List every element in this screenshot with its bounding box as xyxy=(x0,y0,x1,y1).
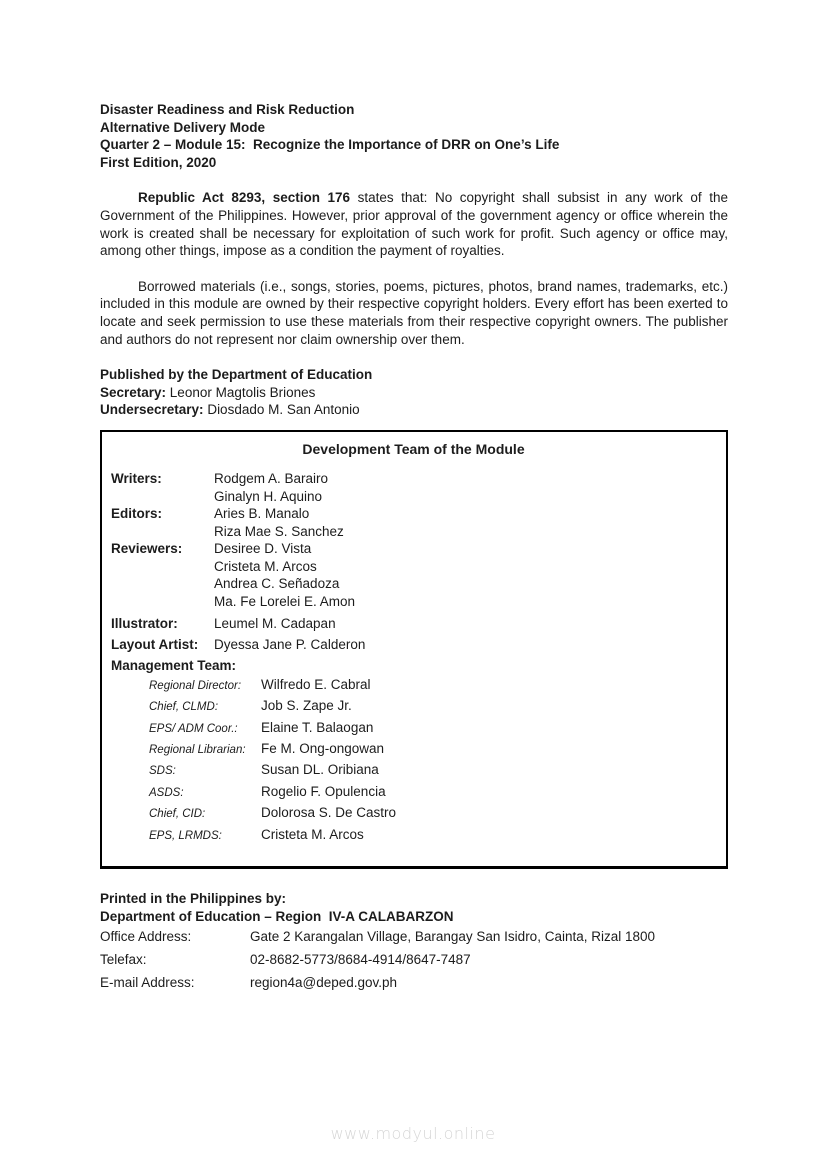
email-row xyxy=(100,971,728,994)
secretary-line xyxy=(100,384,728,402)
chief-clmd-name: Job S. Zape Jr. xyxy=(261,698,352,714)
regional-librarian-label: Regional Librarian: xyxy=(149,744,246,757)
development-team-title: Development Team of the Module xyxy=(302,440,525,457)
writers-row xyxy=(111,488,716,506)
undersecretary-label: Undersecretary: xyxy=(100,402,204,418)
asds-name: Rogelio F. Opulencia xyxy=(261,783,386,799)
module-delivery-mode: Alternative Delivery Mode xyxy=(100,119,266,135)
telefax-label: Telefax: xyxy=(100,952,147,968)
module-quarter-title: Quarter 2 – Module 15: Recognize the Importance of DRR on One’s Life xyxy=(100,137,560,153)
reviewers-row xyxy=(111,558,716,576)
management-row xyxy=(149,696,716,717)
writer-name: Ginalyn H. Aquino xyxy=(214,488,323,504)
writers-row xyxy=(111,470,716,488)
illustrator-label: Illustrator: xyxy=(111,615,178,631)
editor-name: Aries B. Manalo xyxy=(214,506,310,522)
asds-label: ASDS: xyxy=(149,786,184,799)
office-address-row xyxy=(100,925,728,948)
reviewers-row xyxy=(111,593,716,611)
reviewer-name: Ma. Fe Lorelei E. Amon xyxy=(214,594,356,610)
page-content xyxy=(100,101,728,994)
regional-director-label: Regional Director: xyxy=(149,679,242,692)
illustrator-name: Leumel M. Cadapan xyxy=(214,615,336,631)
editor-name: Riza Mae S. Sanchez xyxy=(214,523,344,539)
layout-artist-row xyxy=(111,636,716,654)
secretary-label: Secretary: xyxy=(100,384,167,400)
reviewers-label: Reviewers: xyxy=(111,541,183,557)
management-row xyxy=(149,739,716,760)
module-edition: First Edition, 2020 xyxy=(100,154,217,170)
eps-adm-coor-label: EPS/ ADM Coor.: xyxy=(149,722,238,735)
management-row xyxy=(149,718,716,739)
telefax-row xyxy=(100,948,728,971)
eps-lrmds-label: EPS, LRMDS: xyxy=(149,829,222,842)
email-label: E-mail Address: xyxy=(100,975,195,991)
regional-director-name: Wilfredo E. Cabral xyxy=(261,676,371,692)
printed-in-line: Printed in the Philippines by: xyxy=(100,891,287,907)
reviewers-row xyxy=(111,575,716,593)
office-address-label: Office Address: xyxy=(100,929,192,945)
published-by-line: Published by the Department of Education xyxy=(100,367,373,383)
printing-office-line: Department of Education – Region IV-A CALABARZON xyxy=(100,908,454,924)
development-team-box xyxy=(100,430,728,869)
editors-row xyxy=(111,523,716,541)
chief-clmd-label: Chief, CLMD: xyxy=(149,701,219,714)
module-header-block xyxy=(100,101,728,171)
module-series-title: Disaster Readiness and Risk Reduction xyxy=(100,102,355,117)
management-row xyxy=(149,782,716,803)
copyright-paragraph-text: states that: No copyright shall subsist in any work of the Government of the Philippines. However, prior approval of the government agency or office wherein the work is created shall be necessary for exploitation of such work for profit. Such agency or office may, among other things, impose as a condition the payment of royalties. xyxy=(100,190,728,259)
management-row xyxy=(149,675,716,696)
publisher-block xyxy=(100,366,728,419)
undersecretary-name: Diosdado M. San Antonio xyxy=(203,402,360,418)
reviewer-name: Desiree D. Vista xyxy=(214,541,312,557)
copyright-paragraph xyxy=(100,189,728,259)
office-address-value: Gate 2 Karangalan Village, Barangay San Isidro, Cainta, Rizal 1800 xyxy=(250,929,656,945)
sds-name: Susan DL. Oribiana xyxy=(261,762,379,778)
regional-librarian-name: Fe M. Ong-ongowan xyxy=(261,741,385,757)
borrowed-materials-paragraph: Borrowed materials (i.e., songs, stories, poems, pictures, photos, brand names, trademarks, etc.) included in this module are owned by their respective copyright holders. Every effort has been exerted to locate and seek permission to use these materials from their respective copyright owners. The publisher and authors do not represent nor claim ownership over them. xyxy=(100,278,728,347)
eps-lrmds-name: Cristeta M. Arcos xyxy=(261,826,364,842)
telefax-value: 02-8682-5773/8684-4914/8647-7487 xyxy=(250,952,471,968)
layout-artist-label: Layout Artist: xyxy=(111,637,199,653)
editors-label: Editors: xyxy=(111,506,163,522)
secretary-name: Leonor Magtolis Briones xyxy=(166,384,316,400)
chief-cid-label: Chief, CID: xyxy=(149,808,206,821)
email-value: region4a@deped.gov.ph xyxy=(250,975,398,991)
management-row xyxy=(149,803,716,824)
chief-cid-name: Dolorosa S. De Castro xyxy=(261,805,397,821)
management-row xyxy=(149,825,716,846)
republic-act-lead: Republic Act 8293, section 176 xyxy=(138,190,351,206)
layout-artist-name: Dyessa Jane P. Calderon xyxy=(214,637,366,653)
eps-adm-coor-name: Elaine T. Balaogan xyxy=(261,719,374,735)
reviewers-row xyxy=(111,540,716,558)
editors-row xyxy=(111,505,716,523)
illustrator-row xyxy=(111,615,716,633)
writer-name: Rodgem A. Barairo xyxy=(214,470,329,486)
management-team-title: Management Team: xyxy=(111,657,237,673)
undersecretary-line xyxy=(100,401,728,419)
management-row xyxy=(149,760,716,781)
printed-block xyxy=(100,890,728,994)
watermark-footer: www.modyul.online xyxy=(330,1124,496,1143)
reviewer-name: Cristeta M. Arcos xyxy=(214,558,317,574)
writers-label: Writers: xyxy=(111,470,162,486)
sds-label: SDS: xyxy=(149,765,176,778)
reviewer-name: Andrea C. Señadoza xyxy=(214,576,340,592)
